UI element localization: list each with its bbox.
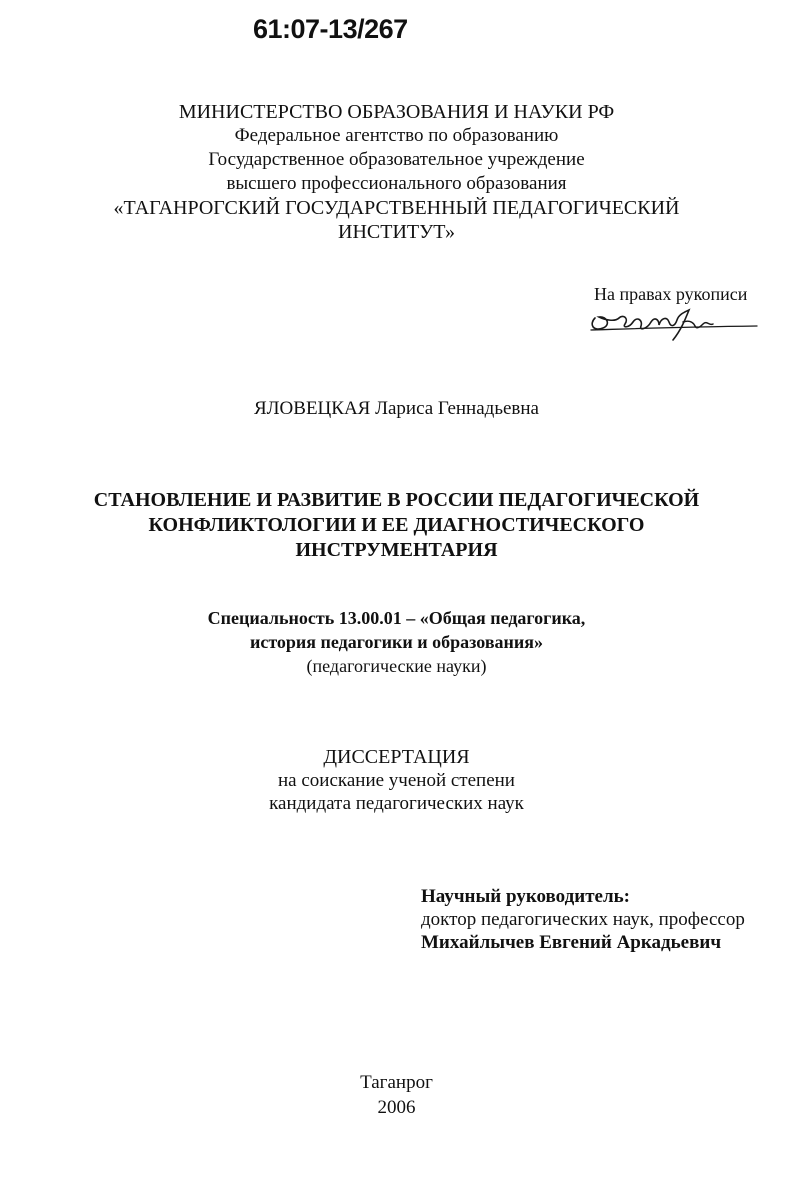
institution-header [0, 100, 793, 244]
institution-type-line: Государственное образовательное учреждение [208, 149, 585, 170]
degree-purpose-line: на соискание ученой степени [278, 770, 515, 791]
manuscript-rights: На правах рукописи [594, 284, 748, 304]
year: 2006 [377, 1097, 416, 1118]
title-line3: ИНСТРУМЕНТАРИЯ [295, 539, 498, 561]
dissertation-label: ДИССЕРТАЦИЯ [323, 746, 470, 768]
dissertation-block [0, 746, 793, 815]
specialty-line2: история педагогики и образования» [249, 632, 544, 652]
supervisor-degree: доктор педагогических наук, профессор [421, 909, 745, 930]
agency-line: Федеральное агентство по образованию [234, 125, 559, 146]
city: Таганрог [360, 1072, 433, 1093]
degree-name-line: кандидата педагогических наук [269, 793, 524, 814]
supervisor-block [421, 885, 745, 954]
specialty-line3: (педагогические науки) [306, 656, 487, 676]
author-name: ЯЛОВЕЦКАЯ Лариса Геннадьевна [253, 398, 539, 419]
ministry-line: МИНИСТЕРСТВО ОБРАЗОВАНИЯ И НАУКИ РФ [178, 101, 615, 123]
handwritten-signature [585, 296, 765, 348]
title-line1: СТАНОВЛЕНИЕ И РАЗВИТИЕ В РОССИИ ПЕДАГОГИЧЕСКОЙ [93, 489, 700, 511]
supervisor-name: Михайлычев Евгений Аркадьевич [421, 932, 722, 953]
institute-name-line2: ИНСТИТУТ» [338, 221, 455, 243]
supervisor-heading: Научный руководитель: [421, 886, 630, 907]
place-year-block [0, 1070, 793, 1120]
institute-name-line1: «ТАГАНРОГСКИЙ ГОСУДАРСТВЕННЫЙ ПЕДАГОГИЧЕСКИЙ [113, 197, 680, 219]
specialty-block [0, 606, 793, 678]
archive-code: 61:07-13/267 [253, 14, 408, 44]
specialty-line1: Специальность 13.00.01 – «Общая педагогика, [207, 608, 586, 628]
title-line2: КОНФЛИКТОЛОГИИ И ЕЕ ДИАГНОСТИЧЕСКОГО [148, 514, 645, 536]
dissertation-title [0, 488, 793, 563]
education-level-line: высшего профессионального образования [226, 173, 567, 194]
